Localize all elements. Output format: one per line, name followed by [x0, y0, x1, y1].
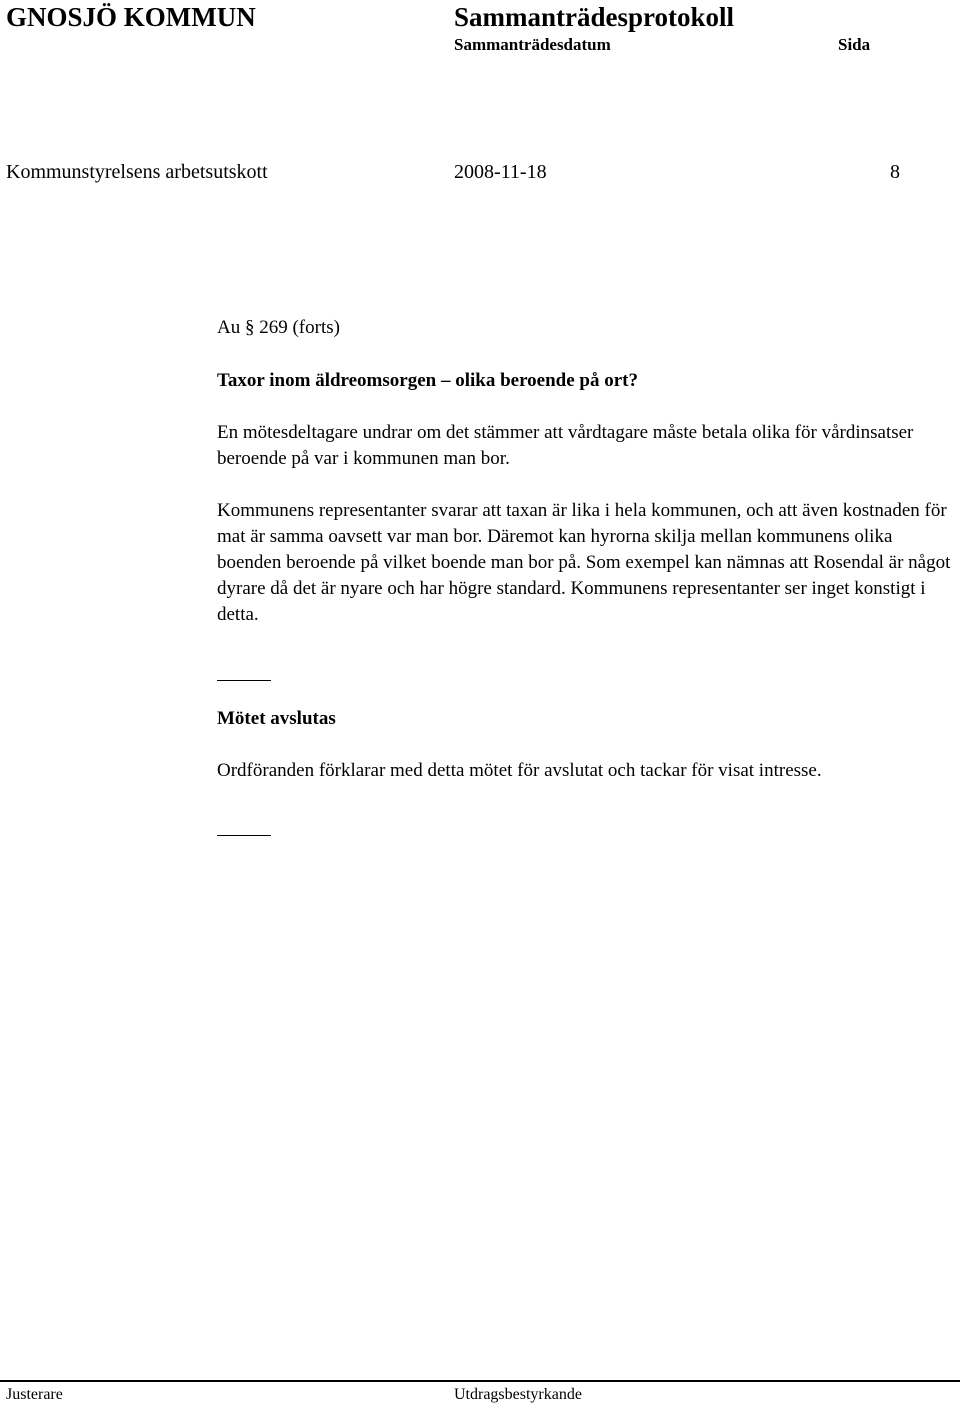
footer-line [0, 1380, 960, 1382]
signature-label-justerare: Justerare [6, 1386, 63, 1403]
municipality-name: GNOSJÖ KOMMUN [6, 2, 256, 32]
separator-line [217, 835, 271, 836]
closing-title: Mötet avslutas [217, 708, 336, 729]
signature-label-utdragsbestyrkande: Utdragsbestyrkande [454, 1386, 582, 1403]
closing-text: Ordföranden förklarar med detta mötet för avslutat och tackar för visat intresse. [217, 760, 822, 781]
meeting-date-label: Sammanträdesdatum [454, 35, 611, 54]
page-number: 8 [890, 161, 900, 183]
paragraph: En mötesdeltagare undrar om det stämmer att vårdtagare måste betala olika för vårdinsatser beroende på var i kommunen man bor. [217, 422, 914, 469]
paragraph: Kommunens representanter svarar att taxan är lika i hela kommunen, och att även kostnaden för mat är samma oavsett var man bor. Däremot kan hyrorna skilja mellan kommunens olika boenden beroende på vilket boende man bor på. Som exempel kan nämnas att Rosendal är något dyrare då det är nyare och har högre standard. Kommunens representanter ser inget konstigt i detta. [217, 500, 951, 625]
separator-line [217, 680, 271, 681]
page-label: Sida [838, 35, 871, 54]
document-title: Sammanträdesprotokoll [454, 2, 735, 32]
committee-name: Kommunstyrelsens arbetsutskott [6, 161, 268, 183]
section-reference: Au § 269 (forts) [217, 317, 340, 338]
meeting-date: 2008-11-18 [454, 161, 547, 183]
section-title: Taxor inom äldreomsorgen – olika beroende på ort? [217, 370, 639, 391]
